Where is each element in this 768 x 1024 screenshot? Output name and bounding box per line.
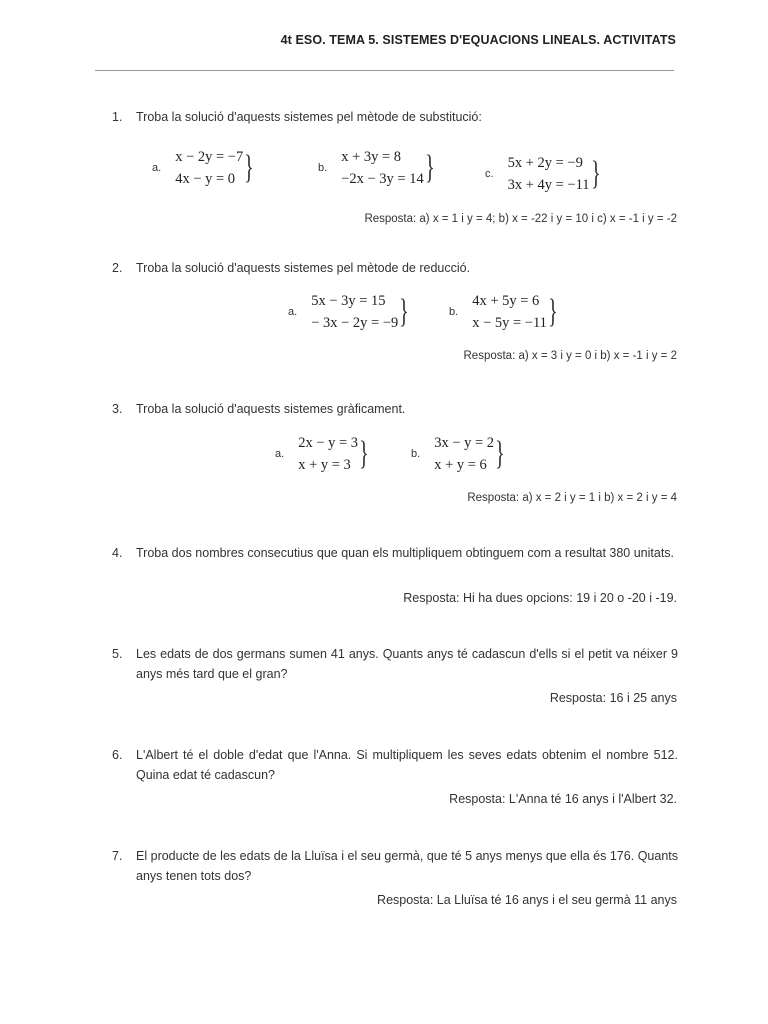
equation-system-1b xyxy=(318,146,441,190)
question-2 xyxy=(112,258,678,278)
question-text: Troba la solució d'aquests sistemes gràficament. xyxy=(136,402,406,416)
equation: 4x + 5y = 6 xyxy=(472,293,540,309)
system-equations xyxy=(311,290,398,334)
question-7 xyxy=(112,846,678,886)
system-label: b. xyxy=(449,306,459,318)
equation: x + 3y = 8 xyxy=(341,149,402,165)
question-number: 2. xyxy=(112,261,123,275)
brace-symbol: } xyxy=(495,435,505,472)
brace-symbol: } xyxy=(359,435,369,472)
question-number: 7. xyxy=(112,849,123,863)
system-label: a. xyxy=(152,162,162,174)
question-4 xyxy=(112,543,678,563)
document-title: 4t ESO. TEMA 5. SISTEMES D'EQUACIONS LINEALS. ACTIVITATS xyxy=(280,33,676,47)
system-label: b. xyxy=(411,448,421,460)
header-divider xyxy=(95,70,674,71)
question-number: 3. xyxy=(112,402,123,416)
answer-6: Resposta: L'Anna té 16 anys i l'Albert 32. xyxy=(449,792,677,806)
question-text: Troba la solució d'aquests sistemes pel mètode de reducció. xyxy=(136,261,471,275)
equation: 4x − y = 0 xyxy=(175,171,236,187)
equation: x + y = 3 xyxy=(298,457,351,473)
question-text: El producte de les edats de la Lluïsa i el seu germà, que té 5 anys menys que ella és 176. Quants anys tenen tots dos? xyxy=(136,849,678,883)
brace-symbol: } xyxy=(547,293,558,330)
question-6 xyxy=(112,745,678,785)
equation: x − 2y = −7 xyxy=(175,149,244,165)
question-text: Troba la solució d'aquests sistemes pel mètode de substitució: xyxy=(136,110,482,124)
system-label: a. xyxy=(275,448,285,460)
equation: x + y = 6 xyxy=(434,457,487,473)
equation: 3x − y = 2 xyxy=(434,435,495,451)
system-label: a. xyxy=(288,306,298,318)
equation: 5x − 3y = 15 xyxy=(311,293,386,309)
equation-system-2b xyxy=(449,290,564,334)
brace-symbol: } xyxy=(590,155,601,192)
answer-3: Resposta: a) x = 2 i y = 1 i b) x = 2 i y = 4 xyxy=(467,492,677,504)
system-equations xyxy=(298,432,358,476)
equation-system-1c xyxy=(485,152,607,196)
equation: 5x + 2y = −9 xyxy=(507,155,583,171)
system-equations xyxy=(508,152,590,196)
brace-symbol: } xyxy=(424,149,435,186)
answer-2: Resposta: a) x = 3 i y = 0 i b) x = -1 i y = 2 xyxy=(463,350,677,362)
question-text: L'Albert té el doble d'edat que l'Anna. Si multipliquem les seves edats obtenim el nombre 512. Quina edat té cadascun? xyxy=(136,748,678,782)
answer-1: Resposta: a) x = 1 i y = 4; b) x = -22 i y = 10 i c) x = -1 i y = -2 xyxy=(364,213,677,225)
answer-4: Resposta: Hi ha dues opcions: 19 i 20 o -20 i -19. xyxy=(403,591,677,605)
brace-symbol: } xyxy=(244,149,255,186)
question-5 xyxy=(112,644,678,684)
equation-system-3a xyxy=(275,432,375,476)
question-1 xyxy=(112,107,678,127)
system-equations xyxy=(175,146,243,190)
question-number: 1. xyxy=(112,110,123,124)
question-text: Les edats de dos germans sumen 41 anys. Quants anys té cadascun d'ells si el petit va néixer 9 anys més tard que el gran? xyxy=(136,647,678,681)
equation: x − 5y = −11 xyxy=(472,315,547,331)
equation: 2x − y = 3 xyxy=(298,435,359,451)
answer-5: Resposta: 16 i 25 anys xyxy=(549,691,677,705)
equation-system-1a xyxy=(152,146,261,190)
system-label: b. xyxy=(318,162,328,174)
equation-system-2a xyxy=(288,290,416,334)
system-equations xyxy=(341,146,424,190)
question-number: 6. xyxy=(112,748,123,762)
brace-symbol: } xyxy=(399,293,410,330)
equation: − 3x − 2y = −9 xyxy=(311,315,399,331)
question-number: 4. xyxy=(112,546,123,560)
answer-7: Resposta: La Lluïsa té 16 anys i el seu germà 11 anys xyxy=(377,893,677,907)
equation-system-3b xyxy=(411,432,511,476)
question-3 xyxy=(112,399,678,419)
system-equations xyxy=(472,290,547,334)
equation: −2x − 3y = 14 xyxy=(341,171,424,187)
question-text: Troba dos nombres consecutius que quan els multipliquem obtinguem com a resultat 380 unitats. xyxy=(136,546,675,560)
question-number: 5. xyxy=(112,647,123,661)
equation: 3x + 4y = −11 xyxy=(507,177,590,193)
system-label: c. xyxy=(485,168,494,180)
system-equations xyxy=(434,432,494,476)
